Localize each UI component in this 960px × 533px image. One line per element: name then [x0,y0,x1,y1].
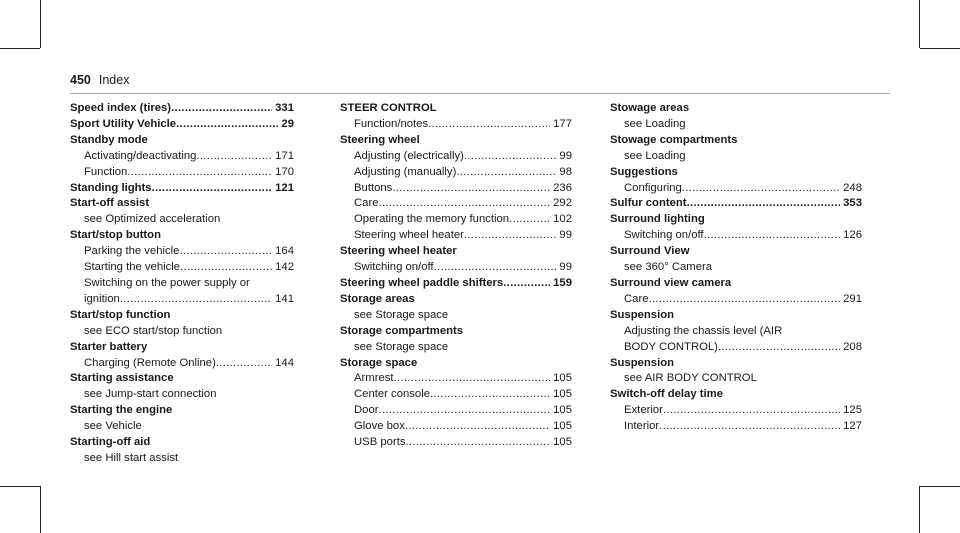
entry-text: see Loading [624,149,686,162]
entry-text: Standing lights [70,181,152,194]
index-subentry [340,165,572,181]
page-reference: 121 [275,181,294,194]
entry-text: see ECO start/stop function [84,324,223,337]
entry-text: Surround lighting [610,213,705,226]
entry-text: Switch-off delay time [610,388,723,401]
entry-text: Start-off assist [70,197,150,210]
index-subentry [610,228,862,244]
page-reference: 144 [275,356,294,369]
page-header [70,73,129,87]
entry-text: see Storage space [354,308,449,321]
entry-text: Suggestions [610,165,678,178]
index-subentry [340,435,572,451]
page-reference: 170 [275,165,294,178]
page-reference: 159 [553,276,572,289]
entry-text: Starting assistance [70,372,174,385]
entry-text: Adjusting (manually) [354,165,457,178]
page-reference: 99 [559,261,572,274]
index-subentry [610,181,862,197]
crop-mark [0,48,40,49]
index-entry [610,356,862,372]
leader-dots [176,117,278,133]
index-subentry [340,196,572,212]
leader-dots [392,181,550,197]
index-subentry [70,165,294,181]
entry-text: ignition [84,292,120,305]
entry-text: see Optimized acceleration [84,213,221,226]
leader-dots [456,165,556,181]
index-entry [70,196,294,212]
index-subentry [70,387,294,403]
entry-text: Configuring [624,181,682,194]
entry-text: Storage areas [340,292,415,305]
page-reference: 125 [843,404,862,417]
page-reference: 105 [553,420,572,433]
index-entry [610,387,862,403]
page-reference: 105 [553,436,572,449]
entry-text: Buttons [354,181,393,194]
entry-text: Armrest [354,372,394,385]
page-reference: 29 [281,117,294,130]
entry-text: Sport Utility Vehicle [70,117,177,130]
entry-text: Stowage compartments [610,133,738,146]
index-subentry [610,419,862,435]
index-entry [70,308,294,324]
index-subentry [610,324,862,340]
index-subentry [610,260,862,276]
leader-dots [464,228,557,244]
entry-text: STEER CONTROL [340,102,437,114]
index-subentry [70,419,294,435]
index-subentry [70,149,294,165]
entry-text: Steering wheel heater [340,245,457,258]
leader-dots [687,196,841,212]
page-reference: 99 [559,149,572,162]
page-number: 450 [70,73,91,87]
entry-text: Switching on/off [624,229,704,242]
entry-text: USB ports [354,436,406,449]
leader-dots [503,276,550,292]
header-divider [70,93,890,94]
leader-dots [180,260,272,276]
crop-mark [920,486,960,487]
index-entry [610,276,862,292]
page-reference: 236 [553,181,572,194]
leader-dots [152,181,273,197]
entry-text: see Jump-start connection [84,388,217,401]
index-subentry [610,149,862,165]
index-entry [340,292,572,308]
entry-text: Surround view camera [610,276,732,289]
entry-text: Care [354,197,379,210]
leader-dots [405,435,550,451]
index-entry [610,308,862,324]
leader-dots [718,340,840,356]
index-subentry [610,340,862,356]
page-reference: 127 [843,420,862,433]
page-reference: 141 [275,292,294,305]
entry-text: see Vehicle [84,420,142,433]
index-entry [610,212,862,228]
entry-text: Surround View [610,245,690,258]
leader-dots [649,292,841,308]
index-entry [70,228,294,244]
page-reference: 105 [553,404,572,417]
page-reference: 98 [559,165,572,178]
entry-text: Function [84,165,128,178]
index-subentry [70,292,294,308]
index-subentry [70,244,294,260]
index-entry [340,133,572,149]
entry-text: Starter battery [70,340,148,353]
index-entry [70,371,294,387]
entry-text: Starting-off aid [70,436,151,449]
index-entry [70,181,294,197]
leader-dots [171,101,272,117]
index-column-2 [340,101,572,451]
page-reference: 208 [843,340,862,353]
entry-text: see 360° Camera [624,261,713,274]
entry-text: Center console [354,388,430,401]
leader-dots [682,181,840,197]
entry-text: Standby mode [70,133,148,146]
leader-dots [379,403,551,419]
page-reference: 292 [553,197,572,210]
index-subentry [70,356,294,372]
leader-dots [196,149,272,165]
entry-text: see Storage space [354,340,449,353]
page-reference: 353 [843,197,862,210]
index-subentry [340,419,572,435]
index-subentry [70,451,294,467]
leader-dots [120,292,272,308]
index-entry [70,435,294,451]
index-subentry [610,117,862,133]
entry-text: Starting the engine [70,404,173,417]
index-entry [70,133,294,149]
index-subentry [70,276,294,292]
crop-mark [40,0,41,48]
page-reference: 105 [553,388,572,401]
index-entry [340,276,572,292]
entry-text: Speed index (tires) [70,102,172,114]
entry-text: Activating/deactivating [84,149,197,162]
index-column-1 [70,101,294,467]
index-subentry [340,340,572,356]
page-reference: 164 [275,245,294,258]
leader-dots [216,356,272,372]
leader-dots [434,260,557,276]
leader-dots [394,371,551,387]
index-subentry [340,117,572,133]
index-subentry [610,371,862,387]
entry-text: Starting the vehicle [84,261,181,274]
entry-text: see Loading [624,117,686,130]
index-subentry [340,308,572,324]
index-subentry [340,149,572,165]
entry-text: Adjusting (electrically) [354,149,464,162]
page-reference: 102 [553,213,572,226]
entry-text: Storage compartments [340,324,464,337]
index-entry [610,244,862,260]
crop-mark [919,486,920,533]
index-entry [70,403,294,419]
entry-text: Stowage areas [610,102,690,114]
index-subentry [340,181,572,197]
crop-mark [0,486,40,487]
entry-text: Care [624,292,649,305]
index-subentry [610,403,862,419]
leader-dots [405,419,550,435]
entry-text: Adjusting the chassis level (AIR [624,324,783,337]
index-subentry [340,371,572,387]
index-subentry [70,324,294,340]
entry-text: Function/notes [354,117,429,130]
page-reference: 99 [559,229,572,242]
leader-dots [704,228,841,244]
index-subentry [70,260,294,276]
entry-text: Sulfur content [610,197,687,210]
entry-text: BODY CONTROL) [624,340,718,353]
page-reference: 142 [275,261,294,274]
entry-text: Exterior [624,404,663,417]
leader-dots [464,149,557,165]
index-subentry [340,228,572,244]
index-entry [610,101,862,117]
entry-text: Suspension [610,356,675,369]
entry-text: Charging (Remote Online) [84,356,216,369]
crop-mark [919,0,920,48]
leader-dots [379,196,551,212]
crop-mark [920,48,960,49]
entry-text: Start/stop button [70,229,161,242]
leader-dots [179,244,272,260]
entry-text: Operating the memory function [354,213,510,226]
index-entry [340,324,572,340]
page-reference: 331 [275,102,294,114]
leader-dots [509,212,550,228]
entry-text: Steering wheel heater [354,229,464,242]
entry-text: Start/stop function [70,308,171,321]
leader-dots [127,165,272,181]
entry-text: Glove box [354,420,405,433]
index-subentry [340,260,572,276]
index-subentry [340,403,572,419]
entry-text: Interior [624,420,660,433]
page-reference: 171 [275,149,294,162]
page-reference: 105 [553,372,572,385]
page-reference: 126 [843,229,862,242]
index-entry [610,165,862,181]
index-entry [340,356,572,372]
index-entry [340,101,572,117]
entry-text: Door [354,404,379,417]
entry-text: see AIR BODY CONTROL [624,372,757,385]
page-title: Index [98,73,130,87]
index-subentry [340,212,572,228]
index-subentry [610,292,862,308]
index-column-3 [610,101,862,435]
leader-dots [663,403,840,419]
entry-text: Storage space [340,356,418,369]
page-reference: 291 [843,292,862,305]
entry-text: Suspension [610,308,675,321]
leader-dots [659,419,840,435]
index-subentry [70,212,294,228]
index-entry [610,196,862,212]
leader-dots [428,117,550,133]
entry-text: Steering wheel [340,133,420,146]
crop-mark [40,486,41,533]
entry-text: Parking the vehicle [84,245,180,258]
page-reference: 248 [843,181,862,194]
entry-text: Steering wheel paddle shifters [340,276,504,289]
page-reference: 177 [553,117,572,130]
index-subentry [340,387,572,403]
entry-text: see Hill start assist [84,451,179,464]
index-entry [70,340,294,356]
entry-text: Switching on the power supply or [84,276,250,289]
leader-dots [430,387,550,403]
index-entry [70,101,294,117]
index-entry [70,117,294,133]
entry-text: Switching on/off [354,261,434,274]
index-entry [610,133,862,149]
index-entry [340,244,572,260]
